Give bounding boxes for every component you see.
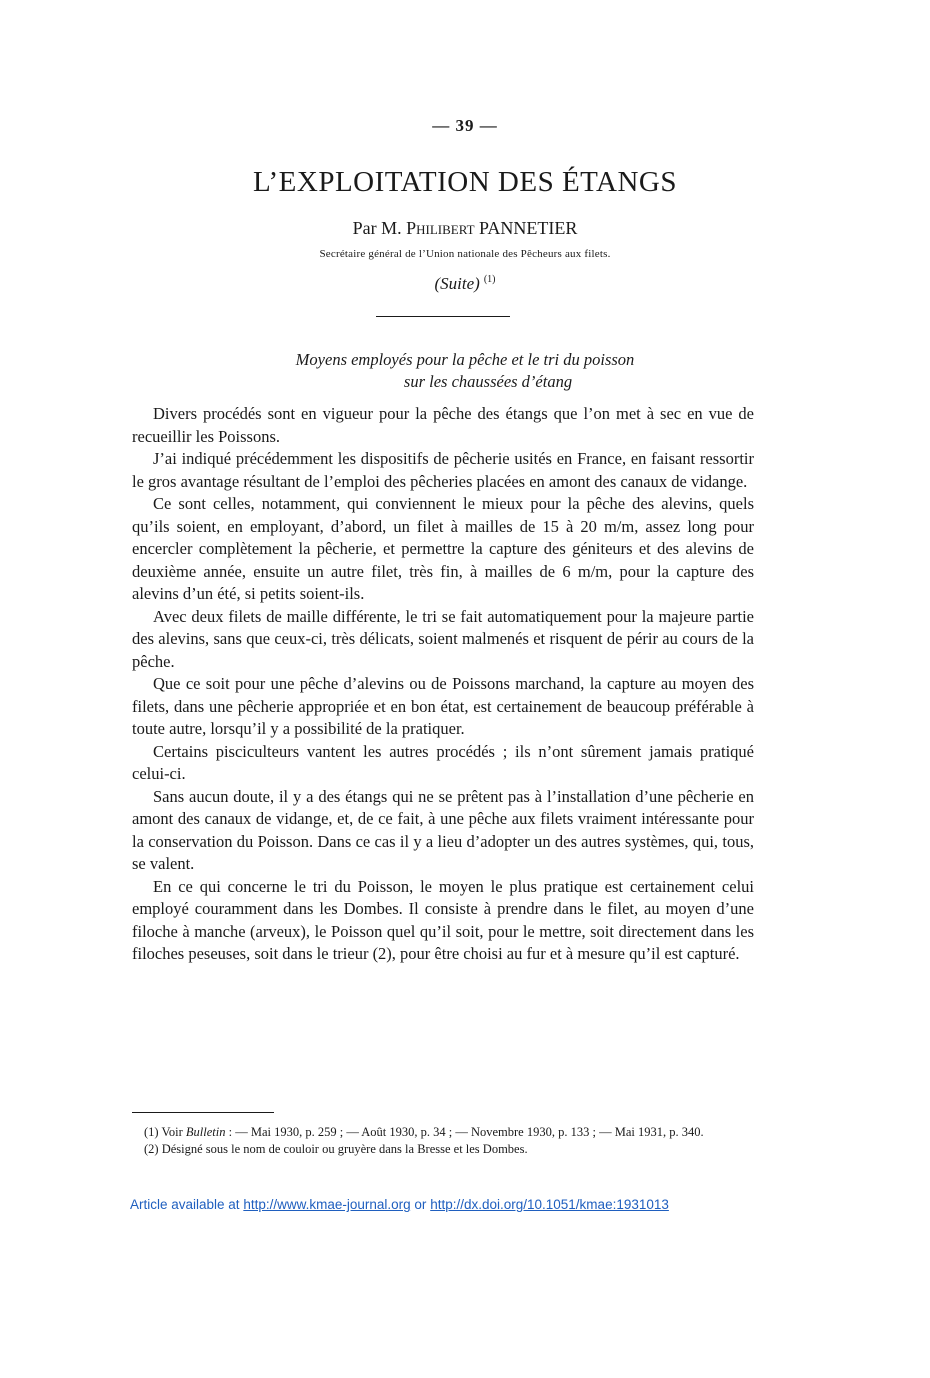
suite-footnote-ref: (1)	[483, 274, 496, 286]
footnote-2: (2) Désigné sous le nom de couloir ou gruyère dans la Bresse et les Dombes.	[144, 1142, 528, 1156]
footnote-1-journal: Bulletin	[185, 1125, 226, 1139]
article-title: L’EXPLOITATION DES ÉTANGS	[252, 166, 678, 198]
paragraph: Ce sont celles, notamment, qui conviennent le mieux pour la pêche des alevins, quels qu’ils soient, en employant, d’abord, un filet à mailles de 15 à 20 m/m, assez long pour encercler complètement la pêcherie, et permettre la capture des géniteurs et des alevins de deuxième année, ensuite un autre filet, très fin, à mailles de 6 m/m, pour la capture des alevins d’un été, si petits soient-ils.	[132, 494, 754, 603]
paragraph: Que ce soit pour une pêche d’alevins ou de Poissons marchand, la capture au moyen des filets, dans une pêcherie appropriée et en bon état, est certainement de beaucoup préférable à toute autre, lorsqu’il y a possibilité de la pratiquer.	[132, 674, 754, 738]
page-number: — 39 —	[432, 116, 498, 135]
availability-connector: or	[414, 1197, 427, 1212]
paragraph: Certains pisciculteurs vantent les autres procédés ; ils n’ont sûrement jamais pratiqué celui-ci.	[132, 741, 754, 783]
author-affiliation: Secrétaire général de l’Union nationale des Pêcheurs aux filets.	[319, 248, 611, 260]
section-heading	[0, 349, 930, 393]
footnote-1	[132, 1124, 754, 1141]
article-body	[132, 403, 754, 966]
suite-text: (Suite)	[434, 274, 480, 293]
footnotes	[132, 1124, 754, 1158]
title-divider	[376, 316, 510, 317]
availability-prefix: Article available at	[130, 1197, 240, 1212]
author-first-name: Philibert	[406, 218, 475, 238]
section-heading-line-2: sur les chaussées d’étang	[403, 372, 573, 391]
footnote-1-prefix: (1) Voir	[144, 1125, 183, 1139]
paragraph: Sans aucun doute, il y a des étangs qui ne se prêtent pas à l’installation d’une pêcherie en amont des canaux de vidange, et, de ce fait, à une pêche aux filets vraiment intéressante pour la conservation du Poisson. Dans ce cas il y a lieu d’adopter un des autres systèmes, qui, tous, se valent.	[132, 786, 754, 873]
footnote-divider	[132, 1112, 274, 1113]
suite-label	[0, 274, 930, 294]
author-last-name: PANNETIER	[479, 218, 578, 238]
journal-link[interactable]: http://www.kmae-journal.org	[243, 1197, 411, 1212]
author-line	[0, 218, 930, 239]
doi-link[interactable]: http://dx.doi.org/10.1051/kmae:1931013	[430, 1197, 669, 1212]
paragraph: Divers procédés sont en vigueur pour la pêche des étangs que l’on met à sec en vue de recueillir les Poissons.	[132, 404, 754, 446]
author-prefix: Par M.	[352, 218, 402, 238]
paragraph: Avec deux filets de maille différente, le tri se fait automatiquement pour la majeure partie des alevins, sans que ceux-ci, très délicats, soient malmenés et risquent de périr au cours de la pêche.	[132, 606, 754, 671]
section-heading-line-1: Moyens employés pour la pêche et le tri du poisson	[295, 350, 635, 369]
paragraph: En ce qui concerne le tri du Poisson, le moyen le plus pratique est certainement celui employé couramment dans les Dombes. Il consiste à prendre dans le filet, au moyen d’une filoche à manche (arveux), le Poisson quel qu’il soit, pour le mettre, soit directement dans les filoches peseuses, soit dans le trieur (2), pour être choisi au fur et à mesure qu’il est capturé.	[132, 876, 754, 963]
paragraph: J’ai indiqué précédemment les dispositifs de pêcherie usités en France, en faisant ressortir le gros avantage résultant de l’emploi des pêcheries placées en amont des canaux de vidange.	[132, 449, 754, 491]
article-availability	[130, 1197, 669, 1212]
footnote-1-references: : — Mai 1930, p. 259 ; — Août 1930, p. 34 ; — Novembre 1930, p. 133 ; — Mai 1931, p. 340.	[228, 1125, 704, 1139]
